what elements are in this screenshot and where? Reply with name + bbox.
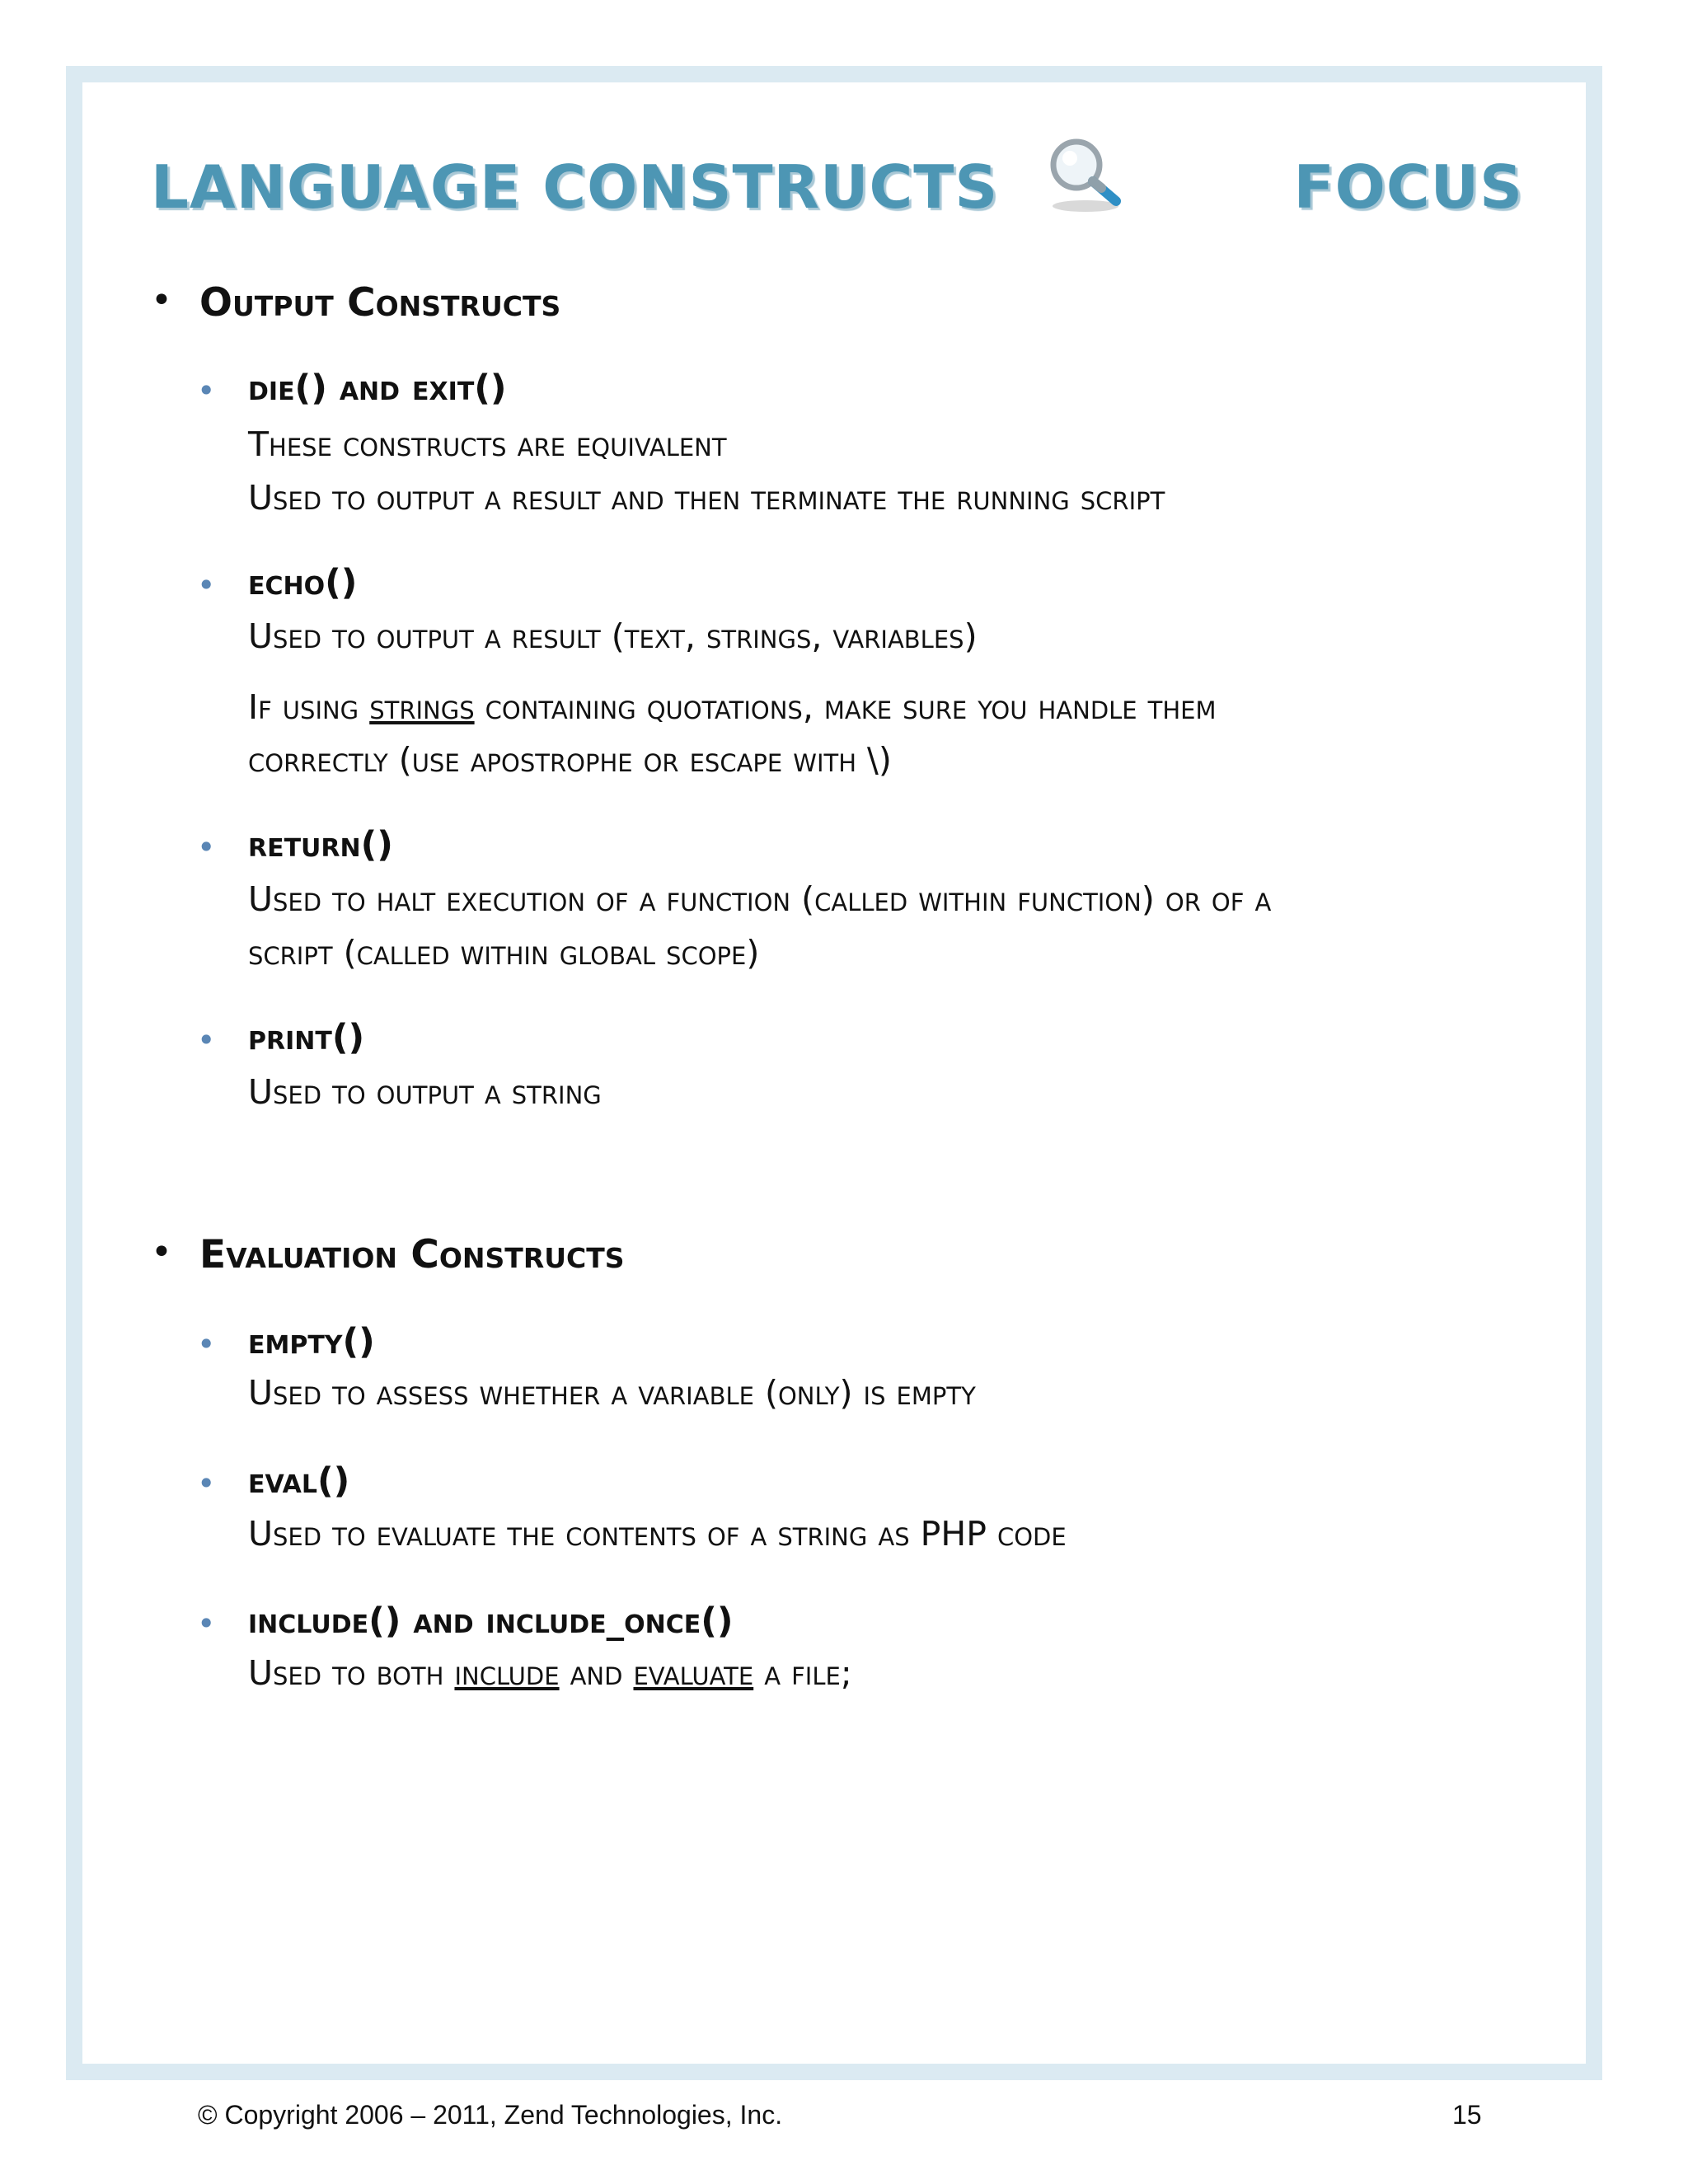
bullet: • [197,1326,216,1362]
bullet: • [151,1231,172,1273]
construct-name: print() [248,1017,365,1058]
section-heading: Evaluation Constructs [199,1232,625,1277]
bullet: • [151,279,172,321]
description-line: script (called within global scope) [248,933,760,972]
description-line: These constructs are equivalent [248,424,727,464]
underlined-term: include [454,1653,560,1693]
bullet: • [197,1022,216,1058]
underlined-term: evaluate [633,1653,754,1693]
text-fragment: containing quotations, make sure you handle them [474,687,1217,727]
description-line: Used to halt execution of a function (called within function) or of a [248,879,1272,919]
description-line [248,687,1217,727]
underlined-term: strings [369,687,475,727]
construct-name: empty() [248,1321,375,1362]
text-fragment: a file; [753,1653,852,1693]
bullet: • [197,1465,216,1502]
bullet: • [197,1605,216,1642]
bullet: • [197,373,216,409]
page-number: 15 [1452,2100,1482,2130]
construct-name: echo() [248,562,358,603]
bullet: • [197,829,216,865]
description-line [248,1653,852,1693]
description-line: Used to output a result (text, strings, variables) [248,616,978,656]
description-line: Used to evaluate the contents of a string as PHP code [248,1514,1067,1554]
text-fragment: If using [248,687,370,727]
construct-name: eval() [248,1460,350,1502]
copyright-footer: © Copyright 2006 – 2011, Zend Technologies, Inc. [198,2100,783,2130]
construct-name: return() [248,824,393,865]
bullet: • [197,567,216,603]
text-fragment: Used to both [248,1653,455,1693]
section-heading: Output Constructs [199,280,561,326]
page-title: LANGUAGE CONSTRUCTS [151,152,999,222]
magnifier-icon [1040,130,1131,221]
description-line: Used to output a string [248,1072,602,1112]
description-line: correctly (use apostrophe or escape with \) [248,740,892,780]
description-line: Used to output a result and then terminate the running script [248,478,1165,518]
description-line: Used to assess whether a variable (only) is empty [248,1373,976,1413]
construct-name: die() and exit() [248,368,507,409]
page-title-right: FOCUS [1293,152,1523,222]
text-fragment: and [559,1653,634,1693]
construct-name: include() and include_once() [248,1601,734,1642]
